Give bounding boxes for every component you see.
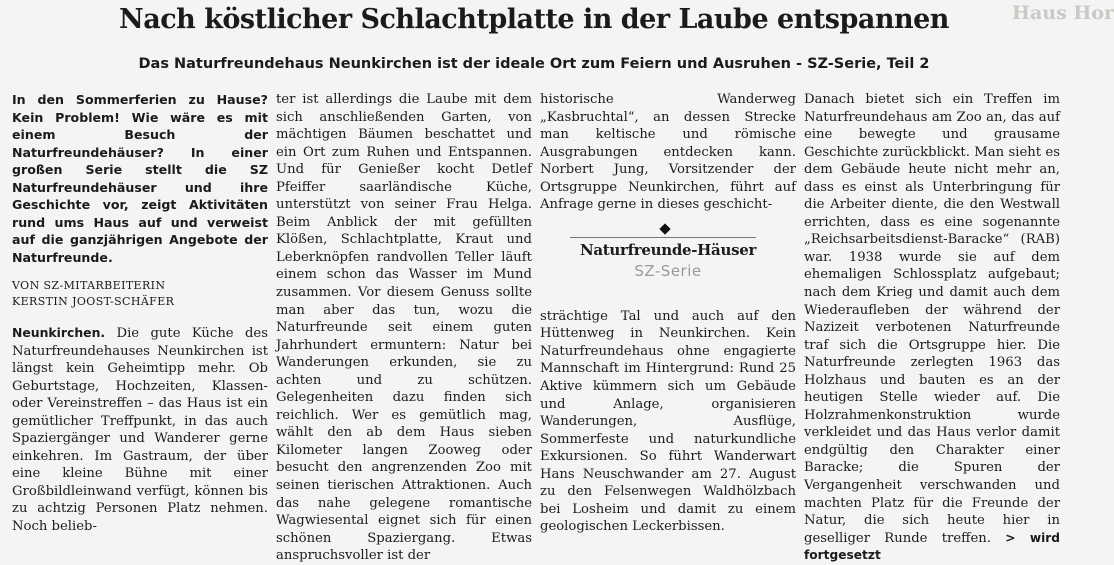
dateline: Neunkirchen.	[12, 325, 106, 340]
article-headline: Nach köstlicher Schlachtplatte in der Laube entspannen	[119, 4, 949, 35]
column-2	[276, 91, 532, 564]
column-2-text: ter ist allerdings die Laube mit dem sich anschließenden Garten, von mächtigen Bäumen beschattet und ein Ort zum Ruhen und Entspannen. Und für Genießer kocht Detlef Pfeiffer saarländische Küche, unterstützt von seiner Frau Helga. Beim Anblick der mit gefüllten Klößen, Schlachtplatte, Kraut und Leberknöpfen randvollen Teller läuft einem schon das Wasser im Mund zusammen. Vor diesem Genuss sollte man aber das tun, wozu die Naturfreunde seit einem guten Jahrhundert ermuntern: Natur bei Wanderungen erkunden, sie zu achten und zu schützen. Gelegenheiten dazu finden sich reichlich. Wer es gemütlich mag, wählt den ab dem Haus sieben Kilometer langen Zooweg oder besucht den angrenzenden Zoo mit seinen tierischen Attraktionen. Auch das nahe gelegene romantische Wagwiesental eignet sich für einen schönen Spaziergang. Etwas anspruchsvoller ist der	[276, 92, 532, 564]
series-title: Naturfreunde-Häuser	[579, 240, 757, 259]
series-subtitle: SZ-Serie	[634, 261, 702, 280]
column-4-paragraph	[804, 91, 1060, 565]
adjacent-article-fragment: Haus Hor	[1012, 2, 1114, 24]
column-3-text-top: historische Wanderweg „Kasbruchtal“, an dessen Strecke man keltische und römische Ausgrabungen entdecken kann. Norbert Jung, Vorsitzender der Ortsgruppe Neunkirchen, führt auf Anfrage gerne in dieses geschicht-	[540, 92, 796, 213]
article-subheadline: Das Naturfreundehaus Neunkirchen ist der ideale Ort zum Feiern und Ausruhen - SZ-Serie, Teil 2	[138, 56, 930, 72]
column-4	[804, 91, 1060, 563]
lead-paragraph	[12, 324, 268, 536]
series-logo-box	[540, 223, 796, 295]
column-3	[540, 91, 796, 535]
diamond-ornament-icon	[659, 223, 670, 234]
article-intro: In den Sommerferien zu Hause? Kein Problem! Wie wäre es mit einem Besuch der Naturfreundehäuser? In einer großen Serie stellt die SZ Naturfreundehäuser und ihre Geschichte vor, zeigt Aktivitäten rund ums Haus auf und verweist auf die ganzjährigen Angebote der Naturfreunde.	[12, 92, 268, 265]
column-4-text: Danach bietet sich ein Treffen im Naturfreundehaus am Zoo an, das auf eine bewegte und grausame Geschichte zurückblickt. Man sieht es dem Gebäude heute nicht mehr an, dass es einst als Unterbringung für die Arbeiter diente, die den Westwall errichten, dass es eine sogenannte „Reichsarbeitsdienst-Baracke“ (RAB) war. 1938 wurde sie auf dem ehemaligen Schlossplatz aufgebaut; nach dem Krieg und damit auch dem Wiederaufleben der während der Nazizeit verbotenen Naturfreunde traf sich die Ortsgruppe hier. Die Naturfreunde zerlegten 1963 das Holzhaus und bauten es an der heutigen Stelle wieder auf. Die Holzrahmenkonstruktion wurde verkleidet und das Haus verlor damit endgültig den Charakter einer Baracke; die Spuren der Vergangenheit verschwanden und machten Platz für die Freunde der Natur, die sich heute hier in geselliger Runde treffen.	[804, 92, 1060, 546]
column-1	[12, 91, 268, 535]
byline-line-1: VON SZ-MITARBEITERIN	[12, 279, 166, 292]
series-rule	[570, 237, 756, 238]
continued-note: > wird fortgesetzt	[804, 530, 1060, 563]
byline-author: KERSTIN JOOST-SCHÄFER	[12, 295, 175, 308]
column-1-text: Die gute Küche des Naturfreundehauses Neunkirchen ist längst kein Geheimtipp mehr. Ob Geburtstage, Hochzeiten, Klassen- oder Vereinstreffen – das Haus ist ein gemütlicher Treffpunkt, in das auch Spaziergänger und Wanderer gerne einkehren. Im Gastraum, der über eine kleine Bühne mit einer Großbildleinwand verfügt, können bis zu achtzig Personen Platz nehmen. Noch belieb-	[12, 326, 268, 535]
byline	[12, 278, 268, 310]
column-3-text-bottom: strächtige Tal und auch auf den Hüttenweg in Neunkirchen. Kein Naturfreundehaus ohne engagierte Mannschaft im Hintergrund: Rund 25 Aktive kümmern sich um Gebäude und Anlage, organisieren Wanderungen, Ausflüge, Sommerfeste und naturkundliche Exkursionen. So führt Wanderwart Hans Neuschwander am 27. August zu den Felsenwegen Waldhölzbach bei Losheim und damit zu einem geologischen Leckerbissen.	[540, 308, 796, 535]
